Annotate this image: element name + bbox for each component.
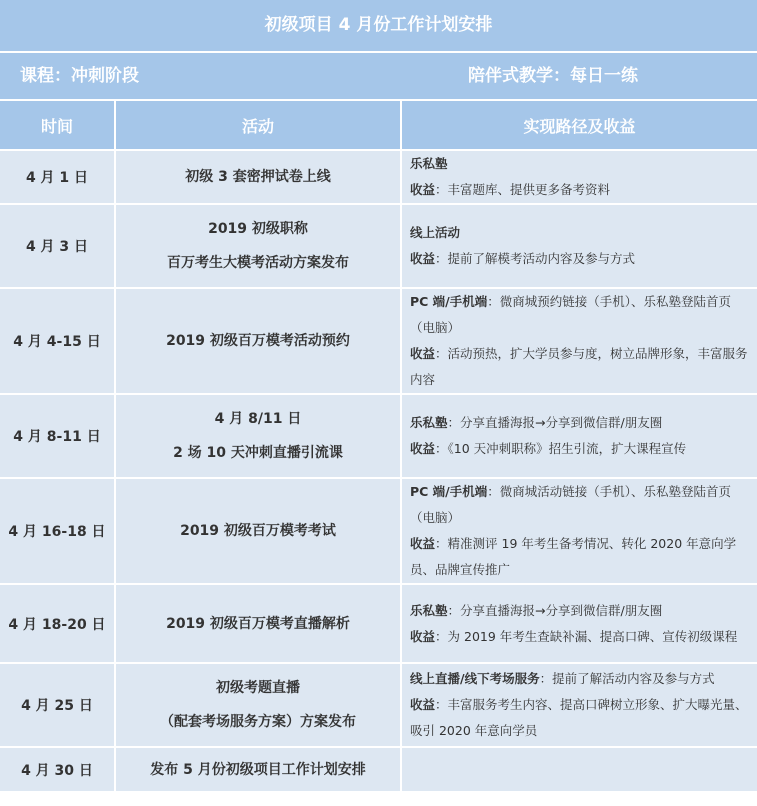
path-text: ：分享直播海报→分享到微信群/朋友圈 xyxy=(447,602,663,618)
gain-colon: ： xyxy=(435,251,448,266)
path-line xyxy=(410,479,751,531)
activity-line: 4 月 8/11 日 xyxy=(214,411,302,427)
header-time: 时间 xyxy=(0,101,116,151)
path-line xyxy=(410,410,751,436)
activity-line: 2019 初级百万模考考试 xyxy=(180,523,336,539)
gain-label: 收益 xyxy=(410,251,436,266)
gain-colon: ： xyxy=(435,628,448,644)
row-path-gain xyxy=(402,479,757,585)
path-key: PC 端/手机端 xyxy=(410,484,488,499)
page-title: 初级项目 4 月份工作计划安排 xyxy=(0,0,757,51)
activity-line: 发布 5 月份初级项目工作计划安排 xyxy=(150,761,366,778)
gain-colon: ： xyxy=(435,182,448,197)
path-key: 线上直播/线下考场服务 xyxy=(410,671,540,686)
row-path-gain xyxy=(402,205,757,289)
gain-line xyxy=(410,177,751,203)
activity-line: 百万考生大模考活动方案发布 xyxy=(167,255,349,271)
row-date: 4 月 3 日 xyxy=(0,205,116,289)
row-activity xyxy=(116,395,402,479)
row-date: 4 月 30 日 xyxy=(0,748,116,793)
course-label: 课程：冲刺阶段 xyxy=(20,66,139,86)
activity-line: 初级 3 套密押试卷上线 xyxy=(185,169,331,185)
table-row xyxy=(0,151,757,205)
path-line xyxy=(410,151,751,177)
table-row xyxy=(0,664,757,748)
header-path: 实现路径及收益 xyxy=(402,101,757,151)
row-date: 4 月 8-11 日 xyxy=(0,395,116,479)
table-row xyxy=(0,395,757,479)
row-path-gain xyxy=(402,151,757,205)
gain-label: 收益 xyxy=(410,628,436,644)
activity-line: 初级考题直播 xyxy=(216,680,300,696)
gain-line xyxy=(410,692,751,744)
row-activity xyxy=(116,585,402,664)
path-line xyxy=(410,289,751,341)
row-activity xyxy=(116,664,402,748)
row-date: 4 月 18-20 日 xyxy=(0,585,116,664)
row-date: 4 月 25 日 xyxy=(0,664,116,748)
gain-label: 收益 xyxy=(410,697,436,712)
gain-text: 丰富服务考生内容、提高口碑树立形象、扩大曝光量、吸引 2020 年意向学员 xyxy=(410,697,748,738)
gain-label: 收益 xyxy=(410,536,436,551)
path-text: ：提前了解活动内容及参与方式 xyxy=(539,671,715,686)
table-row xyxy=(0,479,757,585)
path-line xyxy=(410,598,751,624)
gain-text: 提前了解模考活动内容及参与方式 xyxy=(447,251,636,266)
gain-label: 收益 xyxy=(410,441,436,456)
path-text: ：微商城预约链接（手机）、乐私塾登陆首页（电脑） xyxy=(410,294,732,335)
header-activity: 活动 xyxy=(116,101,402,151)
gain-text: 丰富题库、提供更多备考资料 xyxy=(447,182,611,197)
gain-colon: ： xyxy=(435,697,448,712)
gain-text: 《10 天冲刺职称》招生引流，扩大课程宣传 xyxy=(447,441,687,456)
gain-line xyxy=(410,246,751,272)
gain-text: 活动预热，扩大学员参与度，树立品牌形象，丰富服务内容 xyxy=(410,346,748,387)
subtitle-bar xyxy=(0,53,757,99)
gain-text: 为 2019 年考生查缺补漏、提高口碑、宣传初级课程 xyxy=(447,628,738,644)
gain-label: 收益 xyxy=(410,346,436,361)
row-activity xyxy=(116,151,402,205)
row-date: 4 月 1 日 xyxy=(0,151,116,205)
row-path-gain xyxy=(402,748,757,793)
path-line xyxy=(410,220,751,246)
gain-colon: ： xyxy=(435,346,448,361)
gain-line xyxy=(410,624,751,650)
row-path-gain xyxy=(402,585,757,664)
path-key: 线上活动 xyxy=(410,225,461,240)
row-activity xyxy=(116,205,402,289)
activity-line: 2019 初级百万模考直播解析 xyxy=(166,615,350,632)
row-activity xyxy=(116,289,402,395)
path-text: ：微商城活动链接（手机）、乐私塾登陆首页（电脑） xyxy=(410,484,732,525)
row-date: 4 月 16-18 日 xyxy=(0,479,116,585)
activity-line: 2 场 10 天冲刺直播引流课 xyxy=(173,445,343,461)
table-header-row xyxy=(0,101,757,151)
gain-line xyxy=(410,436,751,462)
table-row xyxy=(0,585,757,664)
row-path-gain xyxy=(402,289,757,395)
path-key: 乐私塾 xyxy=(410,415,448,430)
gain-text: 精准测评 19 年考生备考情况、转化 2020 年意向学员、品牌宣传推广 xyxy=(410,536,737,577)
gain-label: 收益 xyxy=(410,182,436,197)
gain-line xyxy=(410,341,751,393)
row-path-gain xyxy=(402,664,757,748)
row-date: 4 月 4-15 日 xyxy=(0,289,116,395)
gain-colon: ： xyxy=(435,441,448,456)
table-row xyxy=(0,289,757,395)
plan-table xyxy=(0,101,757,793)
row-activity xyxy=(116,479,402,585)
gain-line xyxy=(410,531,751,583)
activity-line: 2019 初级职称 xyxy=(208,221,308,237)
activity-line: （配套考场服务方案）方案发布 xyxy=(160,714,356,730)
row-activity xyxy=(116,748,402,793)
table-row xyxy=(0,205,757,289)
gain-colon: ： xyxy=(435,536,448,551)
path-text: ：分享直播海报→分享到微信群/朋友圈 xyxy=(447,415,663,430)
activity-line: 2019 初级百万模考活动预约 xyxy=(166,333,350,349)
table-row xyxy=(0,748,757,793)
path-key: 乐私塾 xyxy=(410,602,448,618)
teaching-label: 陪伴式教学：每日一练 xyxy=(468,66,638,86)
path-key: PC 端/手机端 xyxy=(410,294,488,309)
row-path-gain xyxy=(402,395,757,479)
path-line xyxy=(410,666,751,692)
path-key: 乐私塾 xyxy=(410,156,448,171)
